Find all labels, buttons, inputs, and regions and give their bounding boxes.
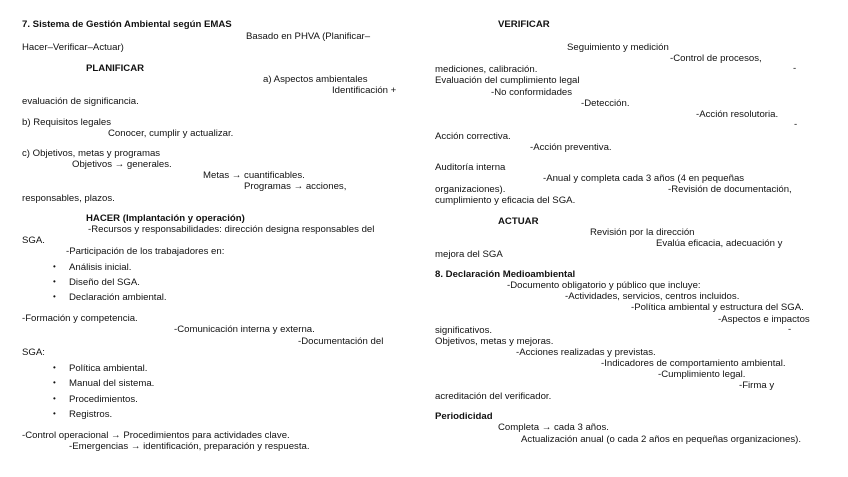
verificar-auditoria-3: cumplimiento y eficacia del SGA. — [435, 195, 576, 206]
actuar-revision: Revisión por la dirección — [590, 227, 695, 238]
verificar-dash-1: - — [793, 63, 797, 74]
planificar-a-1: a) Aspectos ambientales — [263, 74, 368, 85]
verificar-control-2: mediciones, calibración. — [435, 64, 538, 75]
heading-actuar: ACTUAR — [498, 216, 539, 227]
verificar-auditoria-2b: -Revisión de documentación, — [668, 184, 792, 195]
actuar-evalua-2: mejora del SGA — [435, 249, 503, 260]
phva-line-2: Hacer–Verificar–Actuar) — [22, 42, 124, 53]
bullet-icon: • — [53, 262, 56, 271]
verificar-accion-prev: -Acción preventiva. — [530, 142, 612, 153]
declaracion-indicadores: -Indicadores de comportamiento ambiental. — [601, 358, 786, 369]
verificar-evaluacion: Evaluación del cumplimiento legal — [435, 75, 580, 86]
hacer-documentacion-1: -Documentación del — [298, 336, 384, 347]
heading-periodicidad: Periodicidad — [435, 411, 493, 422]
list-item: Diseño del SGA. — [69, 277, 140, 288]
heading-declaracion: 8. Declaración Medioambiental — [435, 269, 576, 280]
declaracion-acciones: -Acciones realizadas y previstas. — [516, 347, 656, 358]
verificar-seguimiento: Seguimiento y medición — [567, 42, 669, 53]
bullet-icon: • — [53, 277, 56, 286]
verificar-noconf: -No conformidades — [491, 87, 573, 98]
declaracion-acreditacion: acreditación del verificador. — [435, 391, 552, 402]
hacer-recursos-2: SGA. — [22, 235, 45, 246]
planificar-b-1: b) Requisitos legales — [22, 117, 112, 128]
declaracion-actividades: -Actividades, servicios, centros incluidos. — [565, 291, 740, 302]
hacer-documentacion-2: SGA: — [22, 347, 45, 358]
verificar-accion-res: -Acción resolutoria. — [696, 109, 779, 120]
planificar-c-4: Programas → acciones, — [244, 181, 347, 192]
list-item: Análisis inicial. — [69, 262, 132, 273]
hacer-recursos-1: -Recursos y responsabilidades: dirección designa responsables del — [88, 224, 375, 235]
declaracion-politica: -Política ambiental y estructura del SGA. — [631, 302, 804, 313]
heading-planificar: PLANIFICAR — [86, 63, 145, 74]
hacer-participacion: -Participación de los trabajadores en: — [66, 246, 225, 257]
verificar-auditoria-2: organizaciones). — [435, 184, 506, 195]
planificar-a-3: evaluación de significancia. — [22, 96, 139, 107]
list-item: Registros. — [69, 409, 113, 420]
verificar-accion-corr: Acción correctiva. — [435, 131, 511, 142]
declaracion-objetivos: Objetivos, metas y mejoras. — [435, 336, 554, 347]
section-title-emas: 7. Sistema de Gestión Ambiental según EMAS — [22, 19, 232, 30]
periodicidad-completa: Completa → cada 3 años. — [498, 422, 609, 433]
verificar-auditoria-1: -Anual y completa cada 3 años (4 en pequeñas — [543, 173, 745, 184]
hacer-control: -Control operacional → Procedimientos para actividades clave. — [22, 430, 290, 441]
actuar-evalua-1: Evalúa eficacia, adecuación y — [656, 238, 783, 249]
list-item: Declaración ambiental. — [69, 292, 167, 303]
bullet-icon: • — [53, 409, 56, 418]
heading-verificar: VERIFICAR — [498, 19, 550, 30]
list-item: Procedimientos. — [69, 394, 138, 405]
declaracion-significativos: significativos. — [435, 325, 493, 336]
planificar-a-2: Identificación + — [332, 85, 397, 96]
verificar-dash-2: - — [794, 119, 798, 130]
declaracion-cumplimiento: -Cumplimiento legal. — [658, 369, 746, 380]
verificar-auditoria: Auditoría interna — [435, 162, 506, 173]
declaracion-firma: -Firma y — [739, 380, 775, 391]
verificar-control-1: -Control de procesos, — [670, 53, 762, 64]
declaracion-dash: - — [788, 324, 792, 335]
list-item: Política ambiental. — [69, 363, 148, 374]
planificar-c-3: Metas → cuantificables. — [203, 170, 305, 181]
bullet-icon: • — [53, 394, 56, 403]
bullet-icon: • — [53, 378, 56, 387]
bullet-icon: • — [53, 292, 56, 301]
declaracion-aspectos: -Aspectos e impactos — [718, 314, 810, 325]
hacer-comunicacion: -Comunicación interna y externa. — [174, 324, 315, 335]
verificar-deteccion: -Detección. — [581, 98, 630, 109]
heading-hacer: HACER (Implantación y operación) — [86, 213, 245, 224]
hacer-formacion: -Formación y competencia. — [22, 313, 138, 324]
list-item: Manual del sistema. — [69, 378, 155, 389]
planificar-b-2: Conocer, cumplir y actualizar. — [108, 128, 234, 139]
periodicidad-anual: Actualización anual (o cada 2 años en pequeñas organizaciones). — [521, 434, 802, 445]
planificar-c-2: Objetivos → generales. — [72, 159, 172, 170]
declaracion-documento: -Documento obligatorio y público que incluye: — [507, 280, 701, 291]
phva-line-1: Basado en PHVA (Planificar– — [246, 31, 371, 42]
bullet-icon: • — [53, 363, 56, 372]
planificar-c-5: responsables, plazos. — [22, 193, 115, 204]
hacer-emergencias: -Emergencias → identificación, preparación y respuesta. — [69, 441, 310, 452]
planificar-c-1: c) Objetivos, metas y programas — [22, 148, 161, 159]
